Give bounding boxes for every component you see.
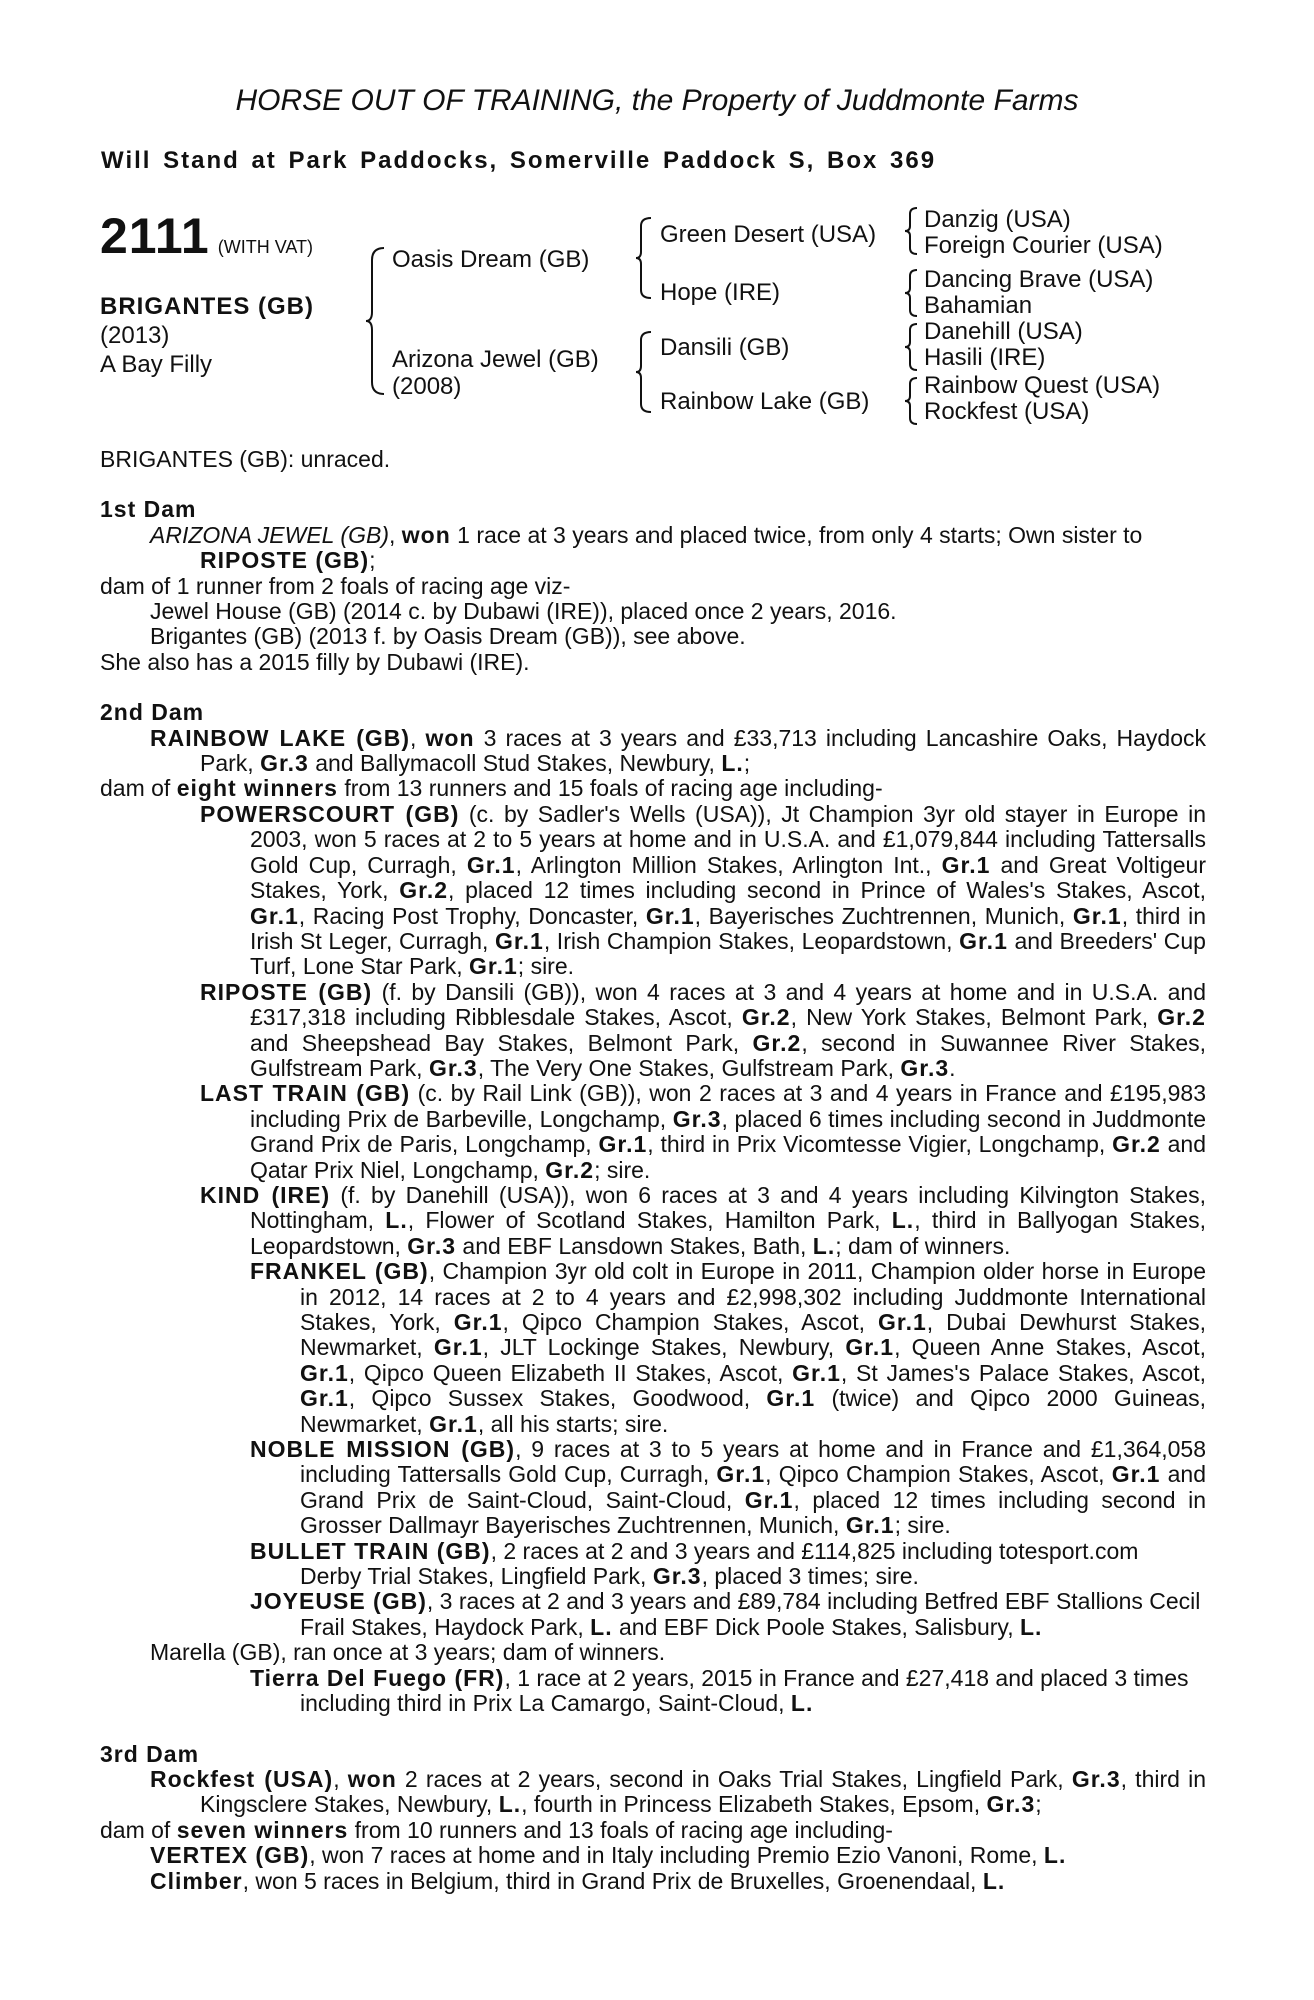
second-dam-offspring-intro [100, 776, 1206, 801]
pedigree-dam-dam: Rainbow Lake (GB) [660, 388, 870, 415]
first-dam-won: won [401, 521, 451, 548]
pedigree-brace-sire [634, 216, 654, 300]
lot-number: 2111 [100, 208, 210, 264]
offspring-frankel: FRANKEL (GB), Champion 3yr old colt in Europe in 2011, Champion older horse in Europe in 2012, 14 races at 2 to 4 years and £2,998,302 including Juddmonte International Stakes, York, Gr.1, Qipco Champion Stakes, Ascot, Gr.1, Dubai Dewhurst Stakes, Newmarket, Gr.1, JLT Lockinge Stakes, Newbury, Gr.1, Queen Anne Stakes, Ascot, Gr.1, Qipco Queen Elizabeth II Stakes, Ascot, Gr.1, St James's Palace Stakes, Ascot, Gr.1, Qipco Sussex Stakes, Goodwood, Gr.1 (twice) and Qipco 2000 Guineas, Newmarket, Gr.1, all his starts; sire. [250, 1258, 1206, 1437]
horse-name: BRIGANTES (GB) [100, 293, 314, 320]
first-dam-heading: 1st Dam [100, 496, 197, 523]
pedigree-g7: Rainbow Quest (USA) [924, 372, 1161, 399]
offspring-last-train: LAST TRAIN (GB) (c. by Rail Link (GB)), won 2 races at 3 and 4 years in France and £195,983 including Prix de Barbeville, Longchamp, Gr.3, placed 6 times including second in Juddmonte Grand Prix de Paris, Longchamp, Gr.1, third in Prix Vicomtesse Vigier, Longchamp, Gr.2 and Qatar Prix Niel, Longchamp, Gr.2; sire. [200, 1080, 1207, 1183]
dam-of-prefix: dam of [100, 775, 177, 802]
first-dam-semicolon: ; [369, 547, 376, 574]
second-dam-text-2: and Ballymacoll Stud Stakes, Newbury, [308, 750, 722, 777]
lot-vat: (WITH VAT) [217, 237, 314, 257]
offspring-powerscourt: POWERSCOURT (GB) (c. by Sadler's Wells (USA)), Jt Champion 3yr old stayer in Europe in 2003, won 5 races at 2 to 5 years at home and in U.S.A. and £1,079,844 including Tattersalls Gold Cup, Curragh, Gr.1, Arlington Million Stakes, Arlington Int., Gr.1 and Great Voltigeur Stakes, York, Gr.2, placed 12 times including second in Prince of Wales's Stakes, Ascot, Gr.1, Racing Post Trophy, Doncaster, Gr.1, Bayerisches Zuchtrennen, Munich, Gr.1, third in Irish St Leger, Curragh, Gr.1, Irish Champion Stakes, Leopardstown, Gr.1 and Breeders' Cup Turf, Lone Star Park, Gr.1; sire. [200, 800, 1207, 980]
catalogue-body [100, 447, 1206, 1894]
offspring-joyeuse: JOYEUSE (GB), 3 races at 2 and 3 years and £89,784 including Betfred EBF Stallions Cecil Frail Stakes, Haydock Park, L. and EBF Dick Poole Stakes, Salisbury, L. [250, 1588, 1201, 1640]
dam-of-suffix: from 13 runners and 15 foals of racing age including- [337, 775, 883, 802]
offspring-riposte: RIPOSTE (GB) (f. by Dansili (GB)), won 4 races at 3 and 4 years at home and in U.S.A. and £317,318 including Ribblesdale Stakes, Ascot, Gr.2, New York Stakes, Belmont Park, Gr.2 and Sheepshead Bay Stakes, Belmont Park, Gr.2, second in Suwannee River Stakes, Gulfstream Park, Gr.3, The Very One Stakes, Gulfstream Park, Gr.3. [200, 978, 1207, 1081]
second-dam-won: won [425, 724, 475, 751]
third-dam-entry: Rockfest (USA), won 2 races at 2 years, second in Oaks Trial Stakes, Lingfield Park, Gr.3, third in Kingsclere Stakes, Newbury, L., fourth in Princess Elizabeth Stakes, Epsom, Gr.3; [150, 1765, 1206, 1818]
first-dam-note: She also has a 2015 filly by Dubawi (IRE). [100, 648, 530, 675]
pedigree-sire: Oasis Dream (GB) [392, 246, 590, 273]
pedigree-brace-g4 [903, 376, 919, 426]
listed-label: L. [721, 750, 744, 777]
pedigree-brace-g2 [903, 268, 919, 318]
offspring-bullet-train: BULLET TRAIN (GB), 2 races at 2 and 3 years and £114,825 including totesport.com Derby Trial Stakes, Lingfield Park, Gr.3, placed 3 times; sire. [250, 1537, 1139, 1590]
pedigree-brace-g3 [903, 322, 919, 372]
pedigree-g3: Dancing Brave (USA) [924, 266, 1154, 293]
pedigree-dam: Arizona Jewel (GB) [392, 346, 599, 373]
third-dam-name: Rockfest (USA) [150, 1765, 334, 1792]
first-dam-text: 1 race at 3 years and placed twice, from only 4 starts; Own sister to [450, 521, 1143, 548]
first-dam-sister: RIPOSTE (GB) [200, 547, 370, 574]
offspring-climber: Climber, won 5 races in Belgium, third in Grand Prix de Bruxelles, Groenendaal, L. [150, 1867, 1006, 1894]
third-dam-heading: 3rd Dam [100, 1740, 200, 1767]
pedigree-dam-sire: Dansili (GB) [660, 334, 790, 361]
first-dam-name: ARIZONA JEWEL (GB) [150, 521, 389, 548]
eight-winners: eight winners [176, 775, 338, 802]
second-dam-text-3: ; [743, 750, 751, 777]
third-dam-offspring-intro [100, 1818, 1206, 1843]
horse-year: (2013) [100, 322, 170, 349]
second-dam-text: 3 races at 3 years and £33,713 including Lancashire Oaks, Haydock Park, [200, 724, 1207, 777]
pedigree-g8: Rockfest (USA) [924, 398, 1090, 425]
lot-number-row [100, 208, 370, 275]
dam-of-prefix: dam of [100, 1816, 177, 1843]
unraced-note: BRIGANTES (GB): unraced. [100, 446, 391, 472]
pedigree-brace-dam [634, 330, 654, 414]
pedigree-brace-g1 [903, 206, 919, 256]
pedigree-sire-sire: Green Desert (USA) [660, 221, 877, 248]
offspring-tierra-del-fuego: Tierra Del Fuego (FR), 1 race at 2 years, 2015 in France and £27,418 and placed 3 times including third in Prix La Camargo, Saint-Cloud, L. [250, 1664, 1189, 1717]
page-title: HORSE OUT OF TRAINING, the Property of Juddmonte Farms [235, 84, 1079, 117]
third-dam-won: won [347, 1765, 397, 1792]
second-dam-entry: RAINBOW LAKE (GB), won 3 races at 3 years and £33,713 including Lancashire Oaks, Haydock Park, Gr.3 and Ballymacoll Stud Stakes, Newbury, L.; [150, 724, 1207, 777]
horse-description: A Bay Filly [100, 351, 213, 378]
offspring-noble-mission: NOBLE MISSION (GB), 9 races at 3 to 5 years at home and in France and £1,364,058 including Tattersalls Gold Cup, Curragh, Gr.1, Qipco Champion Stakes, Ascot, Gr.1 and Grand Prix de Saint-Cloud, Saint-Cloud, Gr.1, placed 12 times including second in Grosser Dallmayr Bayerisches Zuchtrennen, Munich, Gr.1; sire. [250, 1436, 1206, 1539]
first-dam-offspring-intro: dam of 1 runner from 2 foals of racing age viz- [100, 572, 571, 599]
seven-winners: seven winners [176, 1816, 349, 1843]
offspring-vertex: VERTEX (GB), won 7 races at home and in Italy including Premio Ezio Vanoni, Rome, L. [150, 1842, 1067, 1869]
lot-block [100, 208, 370, 379]
pedigree-sire-dam: Hope (IRE) [660, 279, 781, 306]
pedigree-brace-main [364, 246, 388, 396]
pedigree-g6: Hasili (IRE) [924, 344, 1046, 371]
offspring-marella: Marella (GB), ran once at 3 years; dam of winners. [150, 1639, 666, 1666]
first-dam-offspring-2: Brigantes (GB) (2013 f. by Oasis Dream (GB)), see above. [150, 623, 746, 650]
dam-of-suffix: from 10 runners and 13 foals of racing age including- [348, 1816, 893, 1843]
pedigree-g4: Bahamian [924, 292, 1033, 319]
pedigree-g5: Danehill (USA) [924, 318, 1083, 345]
second-dam-name: RAINBOW LAKE (GB) [150, 724, 411, 751]
stand-location: Will Stand at Park Paddocks, Somerville Paddock S, Box 369 [101, 147, 937, 174]
spacer [100, 1717, 1206, 1742]
first-dam-offspring-1: Jewel House (GB) (2014 c. by Dubawi (IRE)), placed once 2 years, 2016. [150, 598, 897, 625]
pedigree-dam-year: (2008) [392, 373, 462, 400]
offspring-kind: KIND (IRE) (f. by Danehill (USA)), won 6 races at 3 and 4 years including Kilvington Stakes, Nottingham, L., Flower of Scotland Stakes, Hamilton Park, L., third in Ballyogan Stakes, Leopardstown, Gr.3 and EBF Lansdown Stakes, Bath, L.; dam of winners. [200, 1181, 1206, 1259]
second-dam-heading: 2nd Dam [100, 699, 205, 726]
pedigree-g1: Danzig (USA) [924, 206, 1071, 233]
spacer [100, 472, 1206, 497]
spacer [100, 675, 1206, 700]
grade-label: Gr.3 [260, 750, 309, 777]
first-dam-entry: ARIZONA JEWEL (GB), won 1 race at 3 years and placed twice, from only 4 starts; Own sister to RIPOSTE (GB); [150, 521, 1143, 574]
pedigree-g2: Foreign Courier (USA) [924, 232, 1163, 259]
